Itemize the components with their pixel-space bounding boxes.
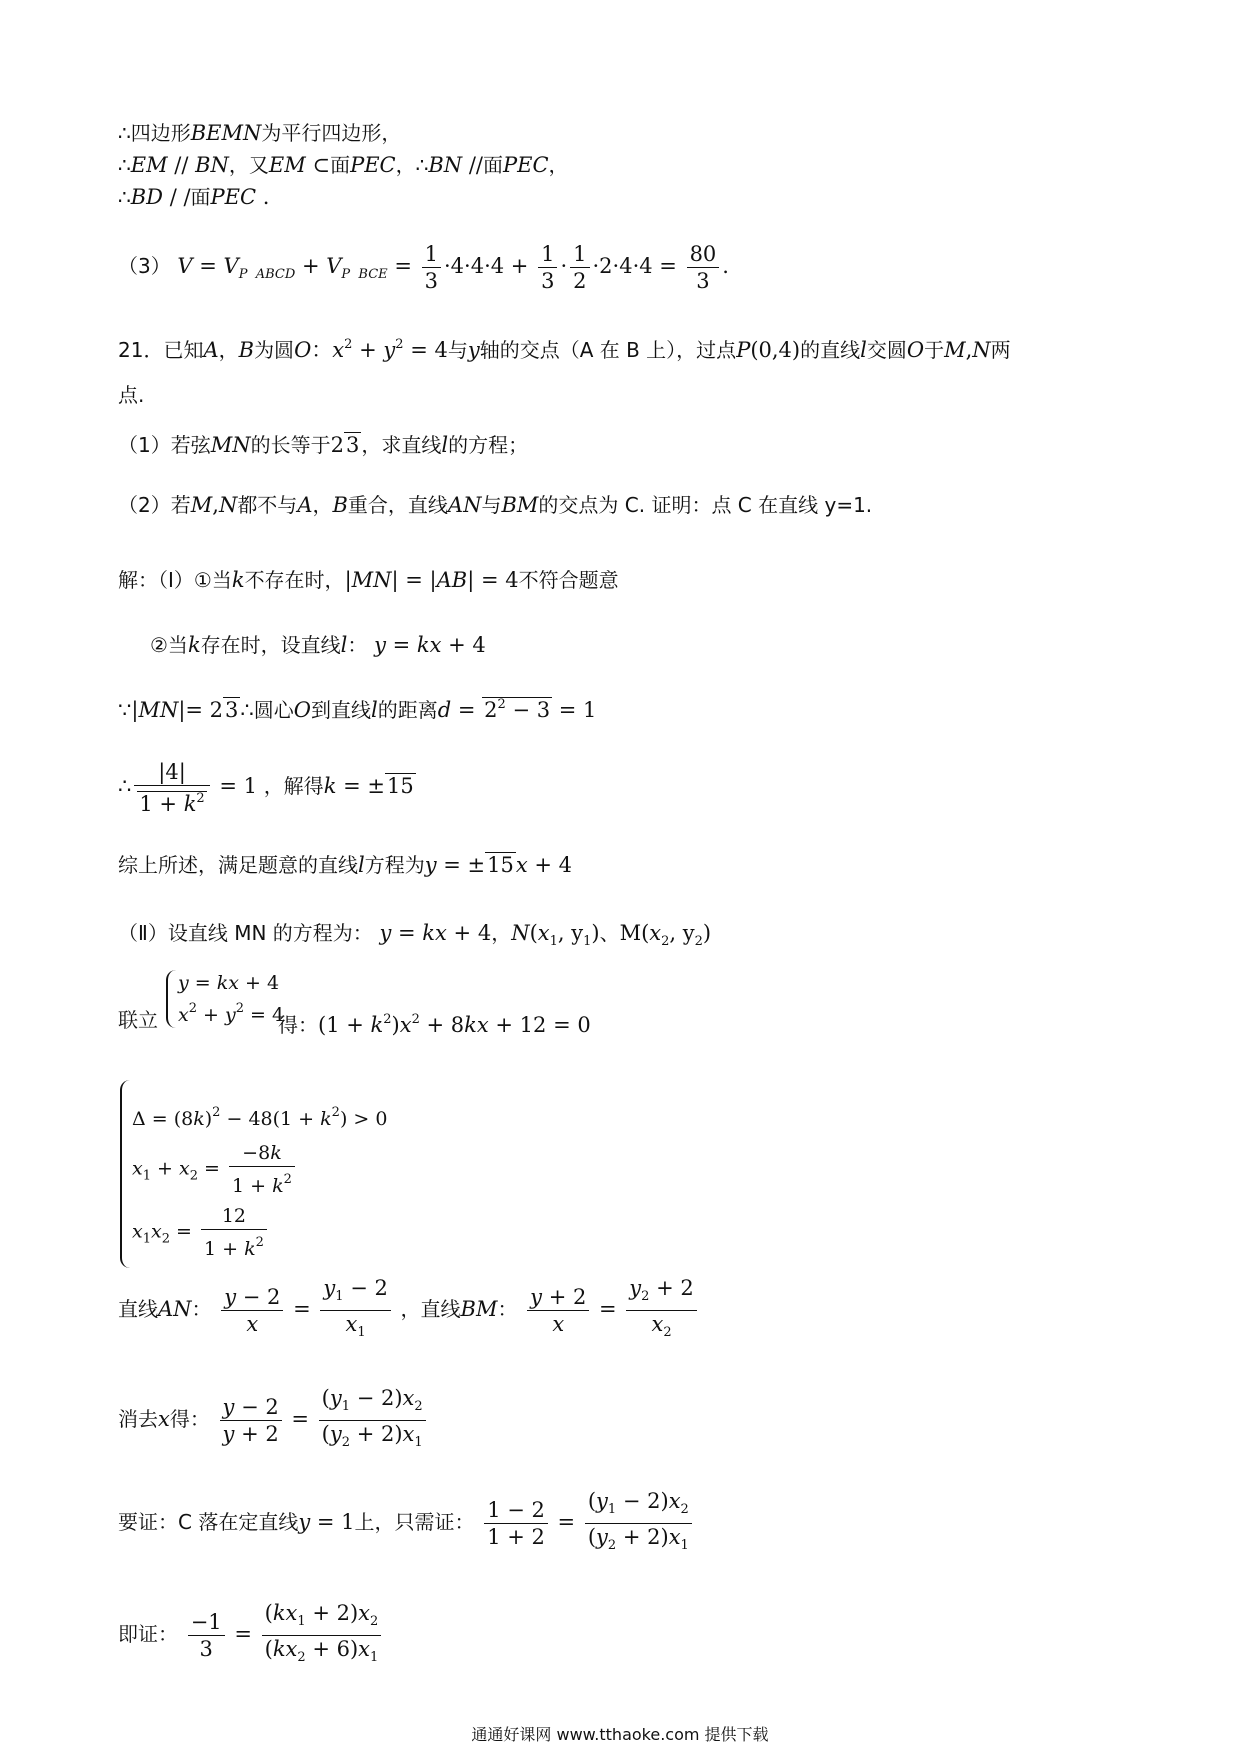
- volume-formula: （3） $V = V_{P ABCD} + V_{P BCE}$ = $\frac{1}{3}$ ·4·4·4 + $\frac{1}{3}$ · $\frac{1}{2}$ ·2·4·4 = $\frac{80}{3}$ .: [118, 242, 729, 293]
- line-em-bn: ∴EM // BN，又EM ⊂面PEC，∴BN //面PEC，: [118, 153, 569, 177]
- solution-step-5: 综上所述，满足题意的直线l方程为y = ±15x + 4: [118, 853, 573, 877]
- solution-part2-setup: （Ⅱ）设直线 MN 的方程为： y = kx + 4，$N(x_1$, $y_1$)、$M(x_2$, $y_2$): [118, 921, 712, 949]
- solution-step-2: ②当k存在时，设直线l： y = kx + 4: [150, 633, 486, 657]
- prove-statement: 要证：C 落在定直线y = 1上，只需证： $\frac{1 - 2}{1 + 2}$ = $\frac{(y_1 - 2)x_2}{(y_2 + 2)x_1}$: [118, 1488, 695, 1559]
- solution-step-4: ∴ $\frac{|4|}{1 + k^2}$ = 1 ，解得k = ±15: [118, 759, 414, 816]
- system-combine-label: 联立: [118, 1008, 158, 1032]
- system-combine: y = kx + 4 $x^2 + y^2 = 4$: [166, 970, 284, 1028]
- system-vieta: $\Delta = (8k)^2 - 48(1 + k^2) > 0$ $x_1 + x_2$ = $\frac{-8k}{1 + k^2}$ $x_1x_2$ = $\frac{12}{1 + k^2}$: [120, 1080, 387, 1268]
- question-21: 21．已知A，B为圆O：$x^2 + y^2 = 4$与y轴的交点（A 在 B 上），过点P(0,4)的直线l交圆O于M,N两: [118, 337, 1011, 362]
- page-footer: 通通好课网 www.tthaoke.com 提供下载: [471, 1725, 769, 1744]
- line-an-bm: 直线AN： $\frac{y - 2}{x}$ = $\frac{y_1 - 2}{x_1}$ ，直线BM： $\frac{y + 2}{x}$ = $\frac{y_2 + 2}{x_2}$: [118, 1275, 700, 1346]
- question-21-part2: （2）若M,N都不与A，B重合，直线AN与BM的交点为 C. 证明：点 C 在直线 y=1.: [118, 493, 873, 517]
- solution-step-1: 解：（Ⅰ）①当k不存在时，|MN| = |AB| = 4不符合题意: [118, 568, 619, 592]
- eliminate-x: 消去x得： $\frac{y - 2}{y + 2}$ = $\frac{(y_1 - 2)x_2}{(y_2 + 2)x_1}$: [118, 1385, 429, 1456]
- line-parallelogram: ∴四边形BEMN为平行四边形，: [118, 121, 402, 145]
- system-combine-result: 得：$(1 + k^2)x^2 + 8kx + 12 = 0$: [278, 1012, 591, 1037]
- question-21-part1: （1）若弦MN的长等于23 ，求直线l的方程；: [118, 433, 529, 457]
- line-bd-parallel: ∴BD / /面PEC .: [118, 185, 270, 209]
- solution-step-3: ∵|MN|= 23∴圆心O到直线l的距离$d = 2^2 - 3 = 1$: [118, 697, 597, 722]
- prove-equivalent: 即证： $\frac{-1}{3}$ = $\frac{(kx_1 + 2)x_2}{(kx_2 + 6)x_1}$: [118, 1600, 384, 1671]
- question-21-cont: 点.: [118, 383, 145, 407]
